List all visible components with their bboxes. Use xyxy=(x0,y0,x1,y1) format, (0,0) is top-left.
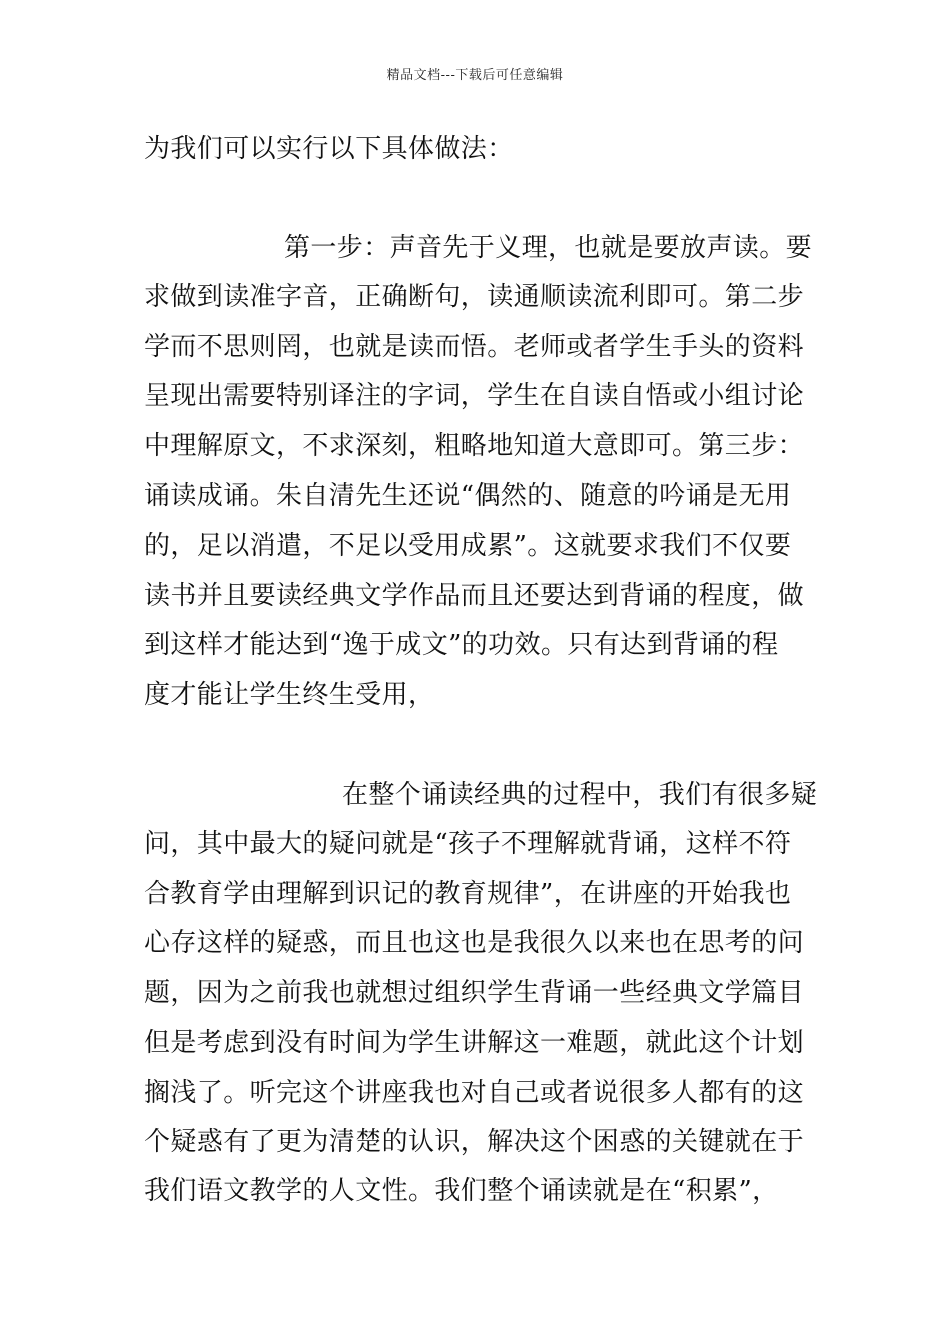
text-line: 搁浅了。听完这个讲座我也对自己或者说很多人都有的这 xyxy=(144,1078,805,1108)
text-line: 合教育学由理解到识记的教育规律”，在讲座的开始我也 xyxy=(144,879,792,909)
text-line: 心存这样的疑惑，而且也这也是我很久以来也在思考的问 xyxy=(144,928,805,958)
text-line: 问，其中最大的疑问就是“孩子不理解就背诵，这样不符 xyxy=(144,829,792,859)
text-line: 中理解原文，不求深刻，粗略地知道大意即可。第三步： xyxy=(144,431,805,461)
text-line: 求做到读准字音，正确断句，读通顺读流利即可。第二步 xyxy=(144,282,805,312)
text-line: 题，因为之前我也就想过组织学生背诵一些经典文学篇目 xyxy=(144,978,805,1008)
text-line: 到这样才能达到“逸于成文”的功效。只有达到背诵的程 xyxy=(144,630,779,660)
text-line: 呈现出需要特别译注的字词，学生在自读自悟或小组讨论 xyxy=(144,381,805,411)
text-line: 在整个诵读经典的过程中，我们有很多疑 xyxy=(342,780,818,810)
text-line: 诵读成诵。朱自清先生还说“偶然的、随意的吟诵是无用 xyxy=(144,481,792,511)
text-line: 为我们可以实行以下具体做法： xyxy=(144,134,514,164)
text-line: 个疑惑有了更为清楚的认识，解决这个困惑的关键就在于 xyxy=(144,1127,805,1157)
text-line: 度才能让学生终生受用， xyxy=(144,680,435,710)
page-header: 精品文档---下载后可任意编辑 xyxy=(386,68,564,83)
text-line: 第一步：声音先于义理，也就是要放声读。要 xyxy=(284,233,813,263)
text-line: 我们语文教学的人文性。我们整个诵读就是在“积累”， xyxy=(144,1176,779,1206)
text-line: 但是考虑到没有时间为学生讲解这一难题，就此这个计划 xyxy=(144,1028,805,1058)
text-line: 读书并且要读经典文学作品而且还要达到背诵的程度，做 xyxy=(144,581,805,611)
text-line: 学而不思则罔，也就是读而悟。老师或者学生手头的资料 xyxy=(144,332,805,362)
text-line: 的，足以消遣，不足以受用成累”。这就要求我们不仅要 xyxy=(144,531,792,561)
